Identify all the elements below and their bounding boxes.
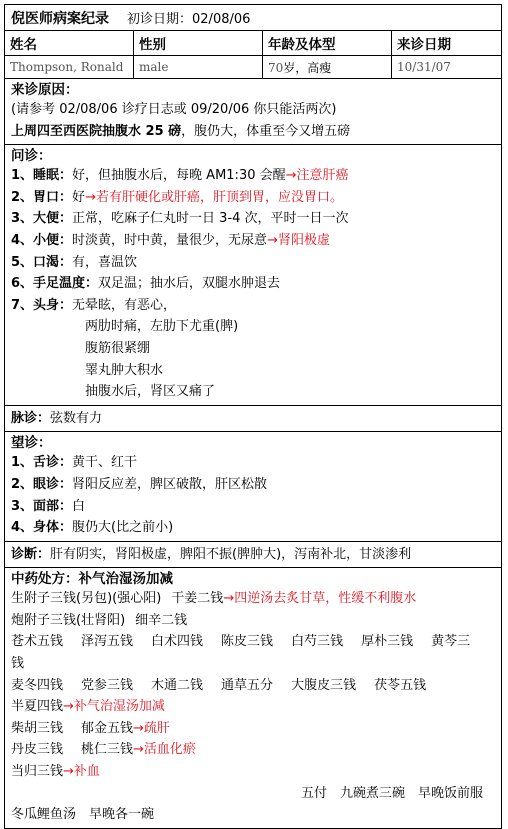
case-record-sheet xyxy=(4,4,502,829)
inspection-eye: 2、眼诊：肾阳反应差，脾区破散，肝区松散 xyxy=(11,476,268,492)
inquiry-head-detail-1: 两肋时痛，左肋下尤重(脾) xyxy=(85,319,239,335)
patient-info xyxy=(5,31,501,79)
header-name: 姓名 xyxy=(5,31,134,56)
first-visit-date: 初诊日期：02/08/06 xyxy=(127,12,251,27)
header-visit-date: 来诊日期 xyxy=(392,31,502,56)
rx-line-4: 麦冬四钱 党参三钱 木通二钱 通草五分 大腹皮三钱 茯苓五钱 xyxy=(11,677,427,693)
rx-line-2: 炮附子三钱(壮肾阳) 细辛二钱 xyxy=(11,612,188,628)
patient-info-table xyxy=(5,31,501,78)
record-header xyxy=(5,5,501,31)
rx-line-7: 丹皮三钱 桃仁三钱→活血化瘀 xyxy=(11,742,196,758)
rx-food-therapy: 冬瓜鲤鱼汤 早晚各一碗 xyxy=(11,807,155,823)
rx-line-5: 半夏四钱→补气治湿汤加减 xyxy=(11,699,165,715)
inquiry-head-detail-2: 腹筋很紧绷 xyxy=(85,340,151,356)
inquiry-thirst: 5、口渴：有，喜温饮 xyxy=(11,254,138,270)
record-title: 倪医师病案纪录 xyxy=(11,10,109,27)
inquiry-temperature: 6、手足温度：双足温；抽水后，双腿水肿退去 xyxy=(11,276,281,292)
inquiry-head-body: 7、头身：无晕眩，有恶心， xyxy=(11,297,177,313)
inquiry-urine: 4、小便：时淡黄，时中黄，量很少，无尿意→肾阳极虚 xyxy=(11,232,330,248)
reason-detail: 上周四至西医院抽腹水 25 磅，腹仍大，体重至今又增五磅 xyxy=(11,123,351,139)
diagnosis-text: 诊断：肝有阴实，肾阳极虚，脾阳不振(脾肿大)，泻南补北，甘淡渗利 xyxy=(11,546,412,562)
inquiry-head-detail-4: 抽腹水后，肾区又痛了 xyxy=(85,384,216,400)
patient-sex: male xyxy=(134,56,263,79)
inquiry-section xyxy=(5,145,501,406)
inspection-tongue: 1、舌诊：黄干、红干 xyxy=(11,455,138,471)
inquiry-heading: 问诊： xyxy=(11,148,52,165)
inquiry-stool: 3、大便：正常，吃麻子仁丸时一日 3-4 次，平时一日一次 xyxy=(11,211,349,227)
inspection-heading: 望诊： xyxy=(11,435,52,452)
patient-age: 70岁，高瘦 xyxy=(263,56,392,79)
pulse-section xyxy=(5,406,501,433)
patient-visit-date: 10/31/07 xyxy=(397,60,451,74)
inquiry-appetite: 2、胃口：好→若有肝硬化或肝癌，肝顶到胃，应没胃口。 xyxy=(11,189,343,205)
inquiry-sleep: 1、睡眠：好，但抽腹水后，每晚 AM1:30 会醒→注意肝癌 xyxy=(11,168,349,184)
reason-heading: 来诊原因： xyxy=(11,82,79,98)
header-sex: 性别 xyxy=(134,31,263,56)
inspection-face: 3、面部：白 xyxy=(11,498,86,514)
prescription-section xyxy=(5,568,501,828)
rx-line-6: 柴胡三钱 郁金五钱→疏肝 xyxy=(11,720,170,736)
pulse-diagnosis: 脉诊：弦数有力 xyxy=(11,410,103,426)
inspection-section xyxy=(5,432,501,541)
diagnosis-section xyxy=(5,542,501,569)
rx-dosage: 五付 九碗煮三碗 早晚饭前服 xyxy=(300,785,483,801)
reason-reference: (请参考 02/08/06 诊疗日志或 09/20/06 你只能活两次) xyxy=(11,102,337,117)
inquiry-head-detail-3: 睪丸肿大积水 xyxy=(85,362,164,378)
inspection-body: 4、身体：腹仍大(比之前小) xyxy=(11,520,174,536)
patient-name: Thompson, Ronald xyxy=(5,56,134,79)
header-age: 年龄及体型 xyxy=(263,31,392,56)
rx-line-1: 生附子三钱(另包)(强心阳) 干姜二钱→四逆汤去炙甘草，性缓不利腹水 xyxy=(11,591,417,607)
visit-reason xyxy=(5,79,501,145)
rx-line-3: 苍术五钱 泽泻五钱 白术四钱 陈皮三钱 白芍三钱 厚朴三钱 黄芩三 xyxy=(11,634,471,650)
rx-line-8: 当归三钱→补血 xyxy=(11,764,100,780)
prescription-heading: 中药处方：补气治湿汤加减 xyxy=(11,571,173,588)
rx-line-3-tail: 钱 xyxy=(11,656,25,672)
